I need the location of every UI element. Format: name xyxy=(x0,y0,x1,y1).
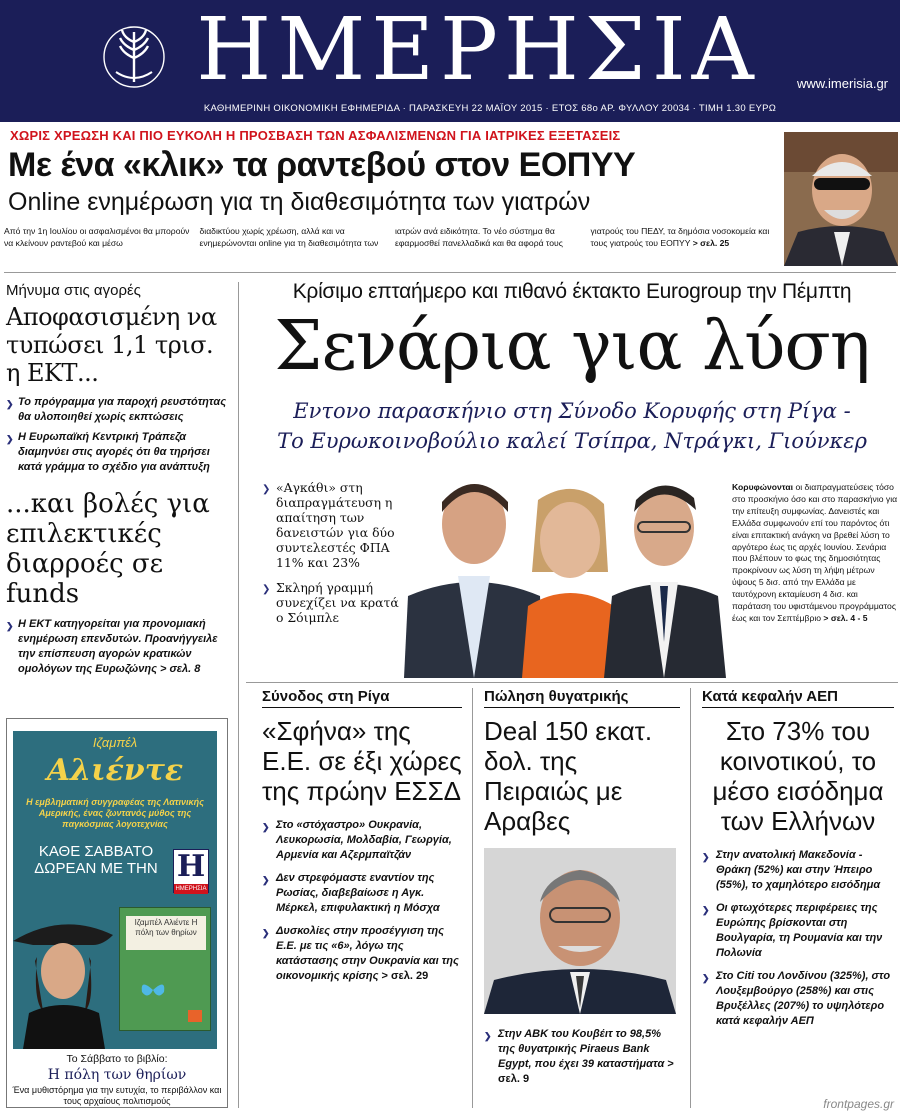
gdp-section-label: Κατά κεφαλήν ΑΕΠ xyxy=(702,688,894,708)
ecb-bullet xyxy=(6,395,230,425)
bullet-arrow-icon: ❯ xyxy=(6,434,14,444)
riga-bullet xyxy=(262,871,462,916)
masthead xyxy=(0,0,900,122)
riga-bullet xyxy=(262,924,462,984)
ad-caption-lead: Το Σάββατο το βιβλίο: xyxy=(66,1053,168,1065)
eu-leaders-photo xyxy=(404,472,726,678)
main-body-text: οι διαπραγματεύσεις τόσο στο προσκήνιο όσο και στο παρασκήνιο για την επίτευξη συμφωνίας. Δανειστές και Ελλάδα συμφωνούν επί του παρόντος ότι είναι επιτακτική ανάγκη να βρεθεί λύση το αργότερο έως τις αρχές Ιουνίου. Σενάρια που βλέπουν το φως της δημοσιότητας προκρίνουν ως λύση τη λήψη μέτρων ύψους 5 δισ. από την Ελλάδα με ταυτόχρονη εκταμίευση 4 δισ. και παράταση του υφιστάμενου προγράμματος έως και τον Σεπτέμβριο xyxy=(732,482,898,623)
section-divider xyxy=(246,682,898,683)
ecb-headline: Αποφασισμένη να τυπώσει 1,1 τρισ. η ΕΚΤ... xyxy=(6,303,217,387)
top-story-subheadline: Online ενημέρωση για τη διαθεσιμότητα των γιατρών xyxy=(8,188,591,216)
ad-tagline: Η εμβληματική συγγραφέας της Λατινικής Αμερικής, ένας ζωντανός μύθος της παγκόσμιας λογοτεχνίας xyxy=(26,797,204,829)
ad-author-first: Ιζαμπέλ xyxy=(92,735,138,750)
main-bullet xyxy=(262,480,402,570)
ad-author-last: Αλιέντε xyxy=(46,753,184,788)
main-body-lead: Κορυφώνονται xyxy=(732,482,794,492)
gdp-headline: Στο 73% του κοινοτικού, το μέσο εισόδημα των Ελλήνων xyxy=(712,716,884,836)
dateline: ΚΑΘΗΜΕΡΙΝΗ ΟΙΚΟΝΟΜΙΚΗ ΕΦΗΜΕΡΙΔΑ · ΠΑΡΑΣΚΕΥΗ 22 ΜΑΪΟΥ 2015 · ΕΤΟΣ 68ο ΑΡ. ΦΥΛΛΟΥ 20034 · ΤΙΜΗ 1.30 ΕΥΡΩ xyxy=(0,100,900,122)
funds-headline: ...και βολές για επιλεκτικές διαρροές σε funds xyxy=(6,489,210,609)
sale-bullet-body: Στην ΑΒΚ του Κουβέιτ το 98,5% της θυγατρικής Piraeus Bank Egypt, που έχει 39 καταστήματα xyxy=(498,1028,665,1070)
riga-summit-story xyxy=(262,688,462,992)
sale-section-label: Πώληση θυγατρικής xyxy=(484,688,680,708)
bullet-arrow-icon: ❯ xyxy=(6,399,14,409)
banker-portrait-photo xyxy=(484,848,676,1014)
book-title: Ιζαμπέλ Αλιέντε Η πόλη των θηρίων xyxy=(126,916,206,950)
book-cover xyxy=(119,907,211,1031)
gdp-bullet-text: Στην ανατολική Μακεδονία - Θράκη (52%) και στην Ήπειρο (55%), το χαμηλότερο εισόδημα xyxy=(716,849,881,891)
source-watermark: frontpages.gr xyxy=(823,1097,894,1111)
bullet-arrow-icon: ❯ xyxy=(702,973,710,983)
author-portrait-photo xyxy=(13,901,123,1049)
riga-bullet-body: Δυσκολίες στην προσέγγιση της Ε.Ε. με τις «6», λόγω της κατάστασης στην Ουκρανία και της οικονομικής κρίσης xyxy=(276,925,459,982)
ad-free-saturday: ΚΑΘΕ ΣΑΒΒΑΤΟ ΔΩΡΕΑΝ ΜΕ ΤΗΝ xyxy=(34,843,158,877)
top-story-col-4-text: γιατρούς του ΠΕΔΥ, τα δημόσια νοσοκομεία και τους γιατρούς του ΕΟΠΥΥ xyxy=(590,226,770,248)
ecb-bullet-text: Το πρόγραμμα για παροχή ρευστότητας θα υλοποιηθεί χωρίς εκπτώσεις xyxy=(18,396,227,423)
section-divider xyxy=(4,272,896,273)
top-story-col-1: Από την 1η Ιουλίου οι ασφαλισμένοι θα μπορούν να κλείνουν ραντεβού και μέσω xyxy=(4,226,190,248)
funds-bullet-body: Η ΕΚΤ κατηγορείται για προνομιακή ενημέρωση επενδυτών. Προανήγγειλε την επίσπευση αγορών κρατικών ομολόγων της Ευρωζώνης xyxy=(18,618,218,675)
bullet-arrow-icon: ❯ xyxy=(262,875,270,885)
top-story-page-ref: > σελ. 25 xyxy=(692,238,730,248)
top-story-body xyxy=(4,225,776,249)
bullet-arrow-icon: ❯ xyxy=(6,621,14,631)
main-bullet xyxy=(262,580,402,625)
bullet-arrow-icon: ❯ xyxy=(262,584,271,595)
bullet-arrow-icon: ❯ xyxy=(262,484,271,495)
gdp-bullet xyxy=(702,969,894,1029)
riga-bullet-text: Στο «στόχαστρο» Ουκρανία, Λευκορωσία, Μολδαβία, Γεωργία, Αρμενία και Αζερμπαϊτζάν xyxy=(276,819,452,861)
main-story-headline: Σενάρια για λύση xyxy=(274,307,870,386)
riga-page-ref: > σελ. 29 xyxy=(378,970,429,982)
column-divider xyxy=(472,688,473,1108)
gdp-bullet xyxy=(702,848,894,893)
funds-bullet xyxy=(6,617,230,677)
badge-bar: ΗΜΕΡΗΣΙΑ xyxy=(175,886,207,892)
column-divider xyxy=(690,688,691,1108)
main-bullet-text: Σκληρή γραμμή συνεχίζει να κρατά ο Σόιμπλε xyxy=(276,580,399,625)
gdp-story xyxy=(702,688,894,1037)
funds-bullet-text xyxy=(18,617,230,677)
riga-bullet-text xyxy=(276,924,462,984)
newspaper-title: ΗΜΕΡΗΣΙΑ xyxy=(196,0,760,100)
ad-caption-desc: Ένα μυθιστόρημα για την ευτυχία, το περιβάλλον και τους αρχαίους πολιτισμούς xyxy=(12,1085,222,1106)
main-story-bullets xyxy=(262,480,402,635)
top-story-col-4 xyxy=(591,225,777,249)
left-column-ecb-story xyxy=(6,282,230,682)
bullet-arrow-icon: ❯ xyxy=(484,1031,492,1041)
sale-bullet-text xyxy=(498,1027,680,1087)
main-story-body xyxy=(732,482,898,625)
bullet-arrow-icon: ❯ xyxy=(702,905,710,915)
imerisia-badge-icon xyxy=(173,849,209,893)
deck-line-2: Το Ευρωκοινοβούλιο καλεί Τσίπρα, Ντράγκι, Γιούνκερ xyxy=(277,429,867,453)
sale-page-ref: > σελ. 9 xyxy=(498,1058,674,1085)
ecb-bullet xyxy=(6,430,230,475)
sale-bullet xyxy=(484,1027,680,1087)
minister-portrait-photo xyxy=(784,132,898,266)
riga-section-label: Σύνοδος στη Ρίγα xyxy=(262,688,462,708)
funds-page-ref: > σελ. 8 xyxy=(156,663,201,675)
top-story-col-2: διαδικτύου χωρίς χρέωση, αλλά και να ενημερώνονται online για τη διαθεσιμότητα των xyxy=(199,226,379,248)
gdp-bullet-text: Οι φτωχότερες περιφέρειες της Ευρώπης βρίσκονται στη Βουλγαρία, τη Ρουμανία και την Πολωνία xyxy=(716,902,883,959)
top-story-kicker: ΧΩΡΙΣ ΧΡΕΩΣΗ ΚΑΙ ΠΙΟ ΕΥΚΟΛΗ Η ΠΡΟΣΒΑΣΗ ΤΩΝ ΑΣΦΑΛΙΣΜΕΝΩΝ ΓΙΑ ΙΑΤΡΙΚΕΣ ΕΞΕΤΑΣΕΙΣ xyxy=(10,128,621,143)
ecb-bullet-text: Η Ευρωπαϊκή Κεντρική Τράπεζα διαμηνύει στις αγορές ότι θα τηρήσει κατά γράμμα το σχέδιο για ανάπτυξη xyxy=(18,431,210,473)
bank-sale-story xyxy=(484,688,680,1095)
deck-line-1: Εντονο παρασκήνιο στη Σύνοδο Κορυφής στη Ρίγα - xyxy=(293,399,851,423)
gdp-bullet xyxy=(702,901,894,961)
ecb-kicker: Μήνυμα στις αγορές xyxy=(6,282,141,299)
riga-headline: «Σφήνα» της Ε.Ε. σε έξι χώρες της πρώην ΕΣΣΔ xyxy=(262,716,462,806)
ad-cover-panel xyxy=(13,731,217,1049)
bullet-arrow-icon: ❯ xyxy=(702,852,710,862)
top-story-col-3: ιατρών ανά ειδικότητα. Το νέο σύστημα θα εφαρμοσθεί πανελλαδικά και θα αφορά τους xyxy=(395,226,563,248)
website-url[interactable]: www.imerisia.gr xyxy=(796,76,888,91)
ad-caption-title: Η πόλη των θηρίων xyxy=(47,1067,187,1083)
main-bullet-text: «Αγκάθι» στη διαπραγμάτευση η απαίτηση των δανειστών για δύο συντελεστές ΦΠΑ 11% και 23% xyxy=(276,480,395,570)
column-divider xyxy=(238,282,239,1108)
main-story-deck xyxy=(244,396,900,456)
top-story-headline: Με ένα «κλικ» τα ραντεβού στον ΕΟΠΥΥ xyxy=(8,146,636,184)
badge-letter: Η xyxy=(176,849,206,884)
publisher-mark-icon xyxy=(188,1010,202,1022)
bullet-arrow-icon: ❯ xyxy=(262,822,270,832)
book-advertisement[interactable] xyxy=(6,718,228,1108)
gdp-bullet-text: Στο Citi του Λονδίνου (325%), στο Λουξεμβούργο (258%) και στις Βρυξέλλες (207%) το υψηλότερο κατά κεφαλήν ΑΕΠ xyxy=(716,970,891,1027)
bullet-arrow-icon: ❯ xyxy=(262,928,270,938)
main-story-kicker: Κρίσιμο επταήμερο και πιθανό έκτακτο Eurogroup την Πέμπτη xyxy=(292,280,852,303)
main-story-page-ref: > σελ. 4 - 5 xyxy=(821,612,868,623)
sale-headline: Deal 150 εκατ. δολ. της Πειραιώς με Αραβες xyxy=(484,716,653,836)
riga-bullet-text: Δεν στρεφόμαστε εναντίον της Ρωσίας, διαβεβαίωσε η Αγκ. Μέρκελ, επιφυλακτική η Μόσχα xyxy=(276,872,440,914)
wheat-seal-logo-icon xyxy=(100,12,168,102)
riga-bullet xyxy=(262,818,462,863)
butterfly-icon xyxy=(138,978,168,1002)
